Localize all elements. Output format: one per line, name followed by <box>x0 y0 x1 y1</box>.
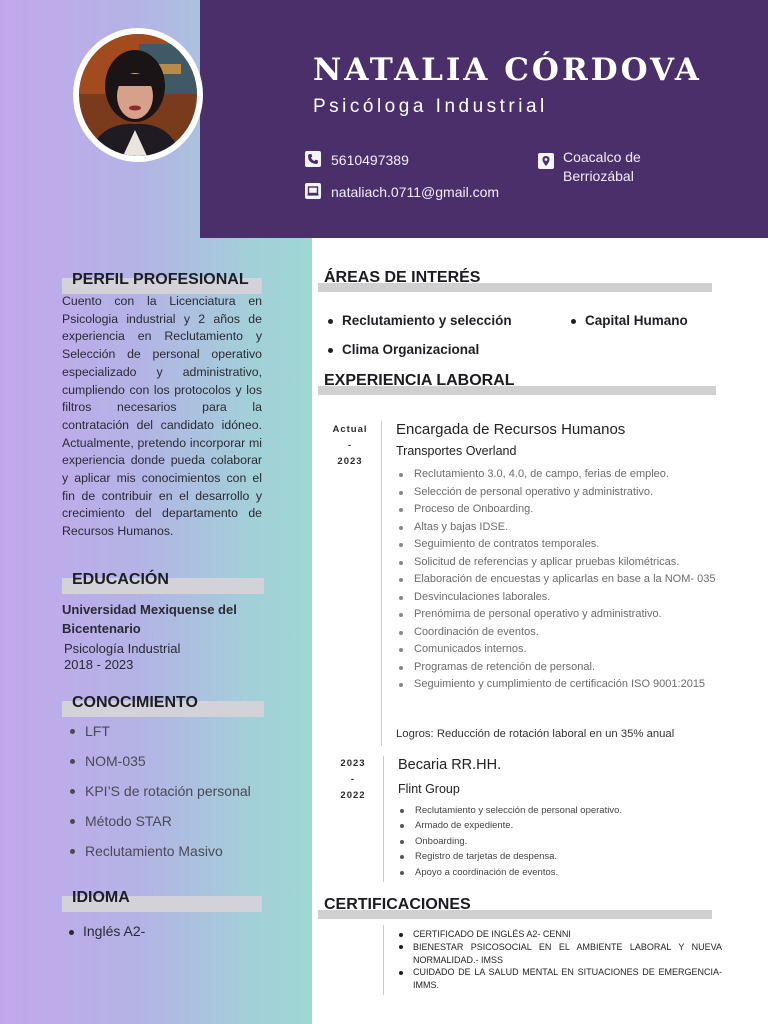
candidate-role: Psicóloga Industrial <box>313 96 548 117</box>
list-item: Programas de retención de personal. <box>396 659 722 677</box>
list-item: Prenómima de personal operativo y administrativo. <box>396 606 722 624</box>
list-item: Comunicados internos. <box>396 641 722 659</box>
list-item: Elaboración de encuestas y aplicarlas en base a la NOM- 035 <box>396 571 722 589</box>
timeline-line <box>383 756 384 882</box>
location-line-1: Coacalco de <box>563 149 641 165</box>
list-item: Altas y bajas IDSE. <box>396 519 722 537</box>
knowledge-heading-text: CONOCIMIENTO <box>72 694 198 711</box>
candidate-name: NATALIA CÓRDOVA <box>313 52 702 88</box>
location-text <box>563 148 641 186</box>
phone-icon <box>305 151 321 167</box>
phone-number[interactable]: 5610497389 <box>331 152 409 168</box>
interests-heading-text: ÁREAS DE INTERÉS <box>324 269 481 286</box>
timeline-line <box>383 925 384 995</box>
education-heading <box>62 571 264 594</box>
list-item: Reclutamiento Masivo <box>68 841 251 871</box>
list-item: Onboarding. <box>397 834 717 849</box>
list-item: Registro de tarjetas de despensa. <box>397 849 717 864</box>
job-company: Transportes Overland <box>396 444 517 458</box>
education-years: 2018 - 2023 <box>64 657 134 672</box>
email-address[interactable]: nataliach.0711@gmail.com <box>331 184 500 200</box>
list-item: Solicitud de referencias y aplicar pruebas kilométricas. <box>396 554 722 572</box>
header-band <box>200 0 768 238</box>
list-item: Seguimiento de contratos temporales. <box>396 536 722 554</box>
interest-item: Capital Humano <box>569 313 688 328</box>
location-line-2: Berriozábal <box>563 168 634 184</box>
list-item: NOM-035 <box>68 751 251 781</box>
certifications-heading <box>318 896 712 919</box>
experience-heading-text: EXPERIENCIA LABORAL <box>324 372 515 389</box>
location-icon <box>538 153 554 169</box>
job-date <box>327 422 373 470</box>
job-company: Flint Group <box>398 782 460 796</box>
knowledge-list <box>68 721 251 871</box>
list-item: Reclutamiento 3.0, 4.0, de campo, ferias de empleo. <box>396 466 722 484</box>
list-item: CERTIFICADO DE INGLÉS A2- CENNI <box>396 928 722 941</box>
list-item: CUIDADO DE LA SALUD MENTAL EN SITUACIONES DE EMERGENCIA- IMMS. <box>396 966 722 992</box>
date-sep: - <box>350 774 356 785</box>
list-item: BIENESTAR PSICOSOCIAL EN EL AMBIENTE LABORAL Y NUEVA NORMALIDAD.- IMSS <box>396 941 722 967</box>
date-sep: - <box>347 440 353 451</box>
timeline-line <box>381 421 382 746</box>
date-bottom: 2023 <box>337 456 363 467</box>
knowledge-heading <box>62 694 264 717</box>
certifications-list <box>396 928 722 992</box>
profile-text: Cuento con la Licenciatura en Psicologia industrial y 2 años de experiencia en Reclutamiento y Selección de personal operativo especializado y administrativo, cumpliendo con los protocolos y los filtros necesarios para la contratación del candidato idóneo. Actualmente, pretendo incorporar mi experiencia donde pueda colaborar y aplicar mis conocimientos con el fin de contribuir en el desarrollo y crecimiento del departamento de Recursos Humanos. <box>62 294 262 539</box>
list-item: KPI’S de rotación personal <box>68 781 251 811</box>
date-bottom: 2022 <box>340 790 366 801</box>
education-heading-text: EDUCACIÓN <box>72 571 169 588</box>
list-item: Reclutamiento y selección de personal operativo. <box>397 803 717 818</box>
education-degree: Psicología Industrial <box>64 641 181 656</box>
interest-item: Reclutamiento y selección <box>326 313 512 328</box>
interest-item: Clima Organizacional <box>326 342 479 357</box>
avatar <box>79 34 197 156</box>
list-item: Armado de expediente. <box>397 818 717 833</box>
interests-heading <box>318 269 712 292</box>
job-achievement: Logros: Reducción de rotación laboral en un 35% anual <box>396 728 675 740</box>
profile-heading-text: PERFIL PROFESIONAL <box>72 271 249 288</box>
list-item: Apoyo a coordinación de eventos. <box>397 865 717 880</box>
profile-heading <box>62 271 262 294</box>
list-item: Selección de personal operativo y administrativo. <box>396 484 722 502</box>
date-top: 2023 <box>340 758 366 769</box>
list-item: Método STAR <box>68 811 251 841</box>
experience-heading <box>318 372 716 395</box>
list-item: Desvinculaciones laborales. <box>396 589 722 607</box>
list-item: Proceso de Onboarding. <box>396 501 722 519</box>
job-title: Encargada de Recursos Humanos <box>396 421 626 438</box>
list-item: Seguimiento y cumplimiento de certificación ISO 9001:2015 <box>396 676 722 694</box>
language-heading-text: IDIOMA <box>72 889 130 906</box>
education-school: Universidad Mexiquense del Bicentenario <box>62 602 237 636</box>
certifications-heading-text: CERTIFICACIONES <box>324 896 471 913</box>
list-item: LFT <box>68 721 251 751</box>
date-top: Actual <box>332 424 368 435</box>
profile-photo <box>73 28 203 162</box>
job-task-list <box>396 466 722 694</box>
language-item: Inglés A2- <box>68 923 145 939</box>
email-icon <box>305 183 321 199</box>
list-item: Coordinación de eventos. <box>396 624 722 642</box>
language-heading <box>62 889 262 912</box>
job-date <box>330 756 376 804</box>
job-task-list <box>397 803 717 880</box>
job-title: Becaria RR.HH. <box>398 757 502 773</box>
